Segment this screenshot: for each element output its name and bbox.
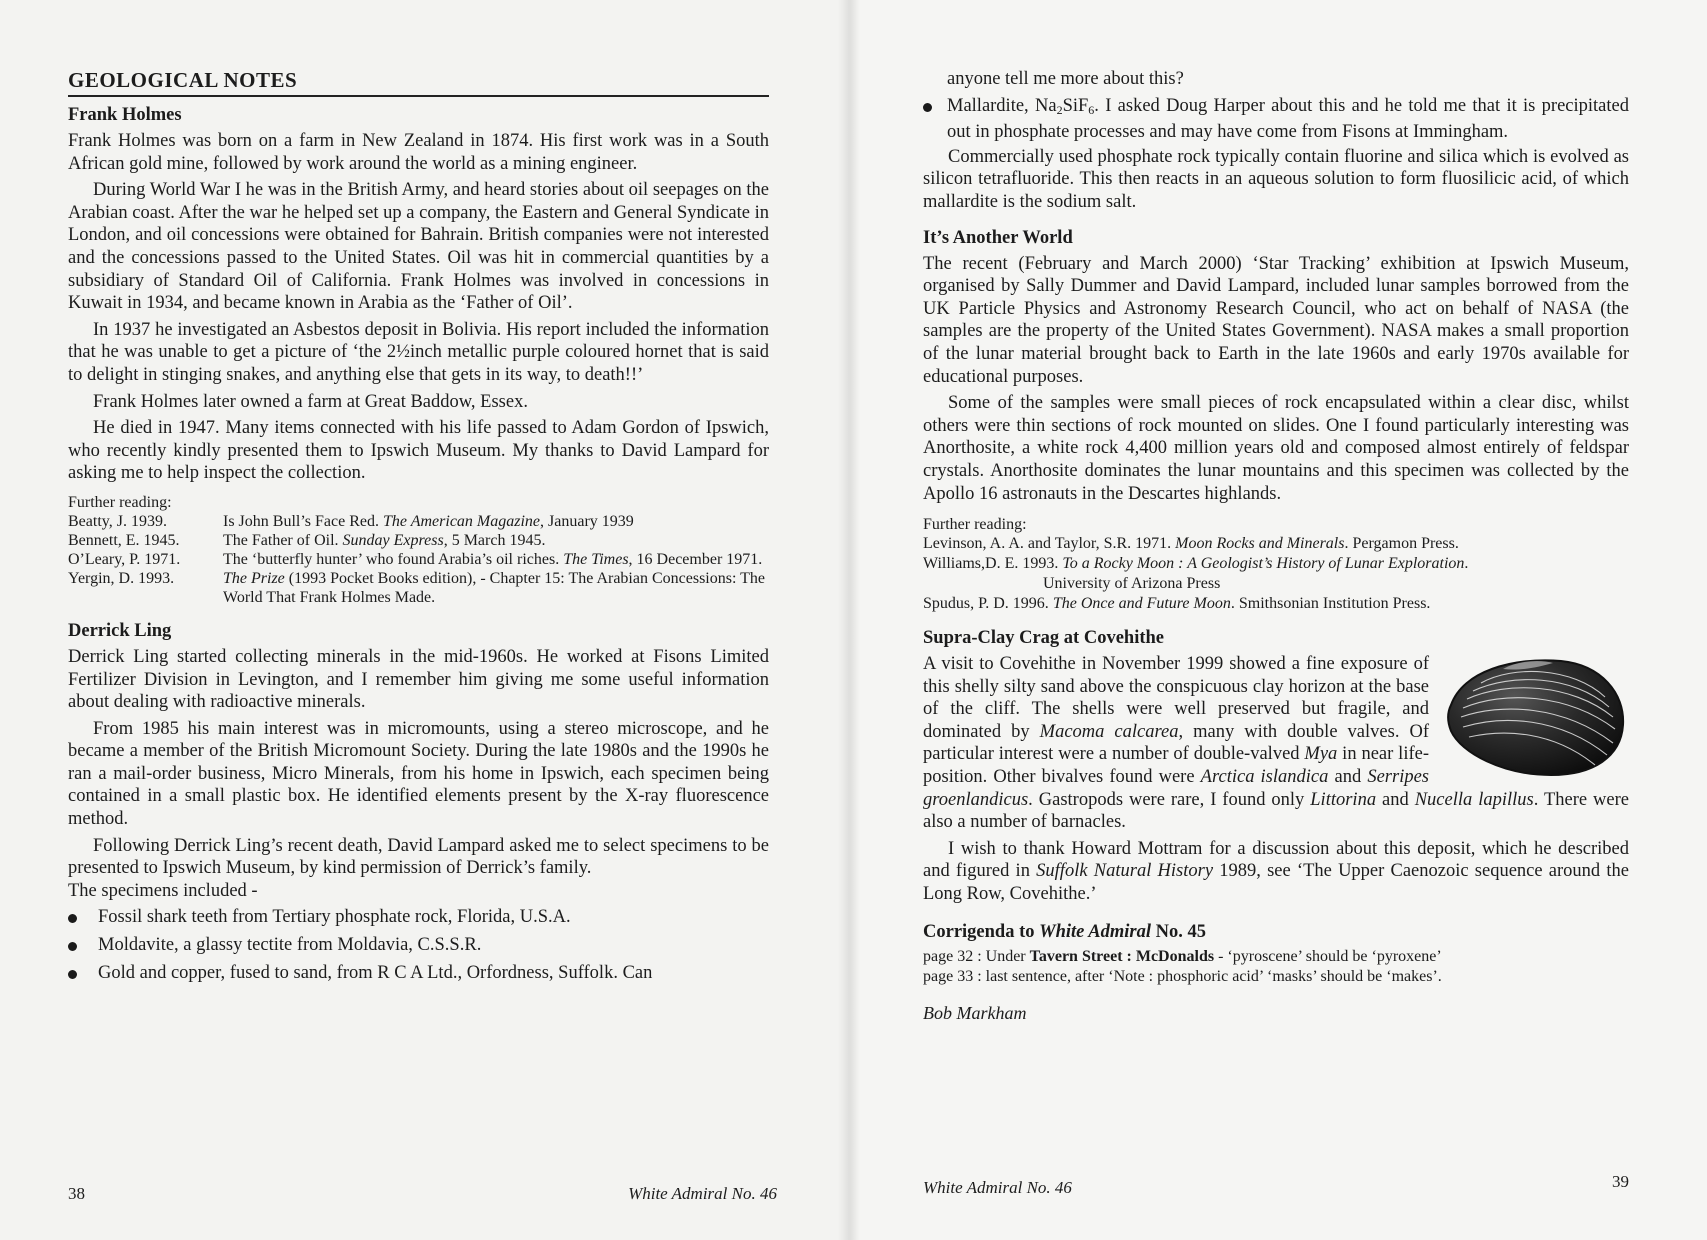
author-signature: Bob Markham	[923, 1002, 1027, 1023]
heading-supra-clay-crag: Supra-Clay Crag at Covehithe	[923, 628, 1165, 649]
ref-author: Bennett, E. 1945.	[68, 531, 180, 549]
bullet-icon	[923, 103, 932, 112]
paragraph: A visit to Covehithe in November 1999 showed a fine exposure of this shelly silty sand above the conspicuous clay horizon at the base of the cliff. The shells were well preserved but fragile, and dominated by Macoma calcarea, many with double valves. Of particular interest were a number of double-valved Mya in near life-position. Other bivalves found were Arctica islandica and Serripes groenlandicus. Gastropods were rare, I found only Littorina and Nucella lapillus. There were also a number of barnacles.	[923, 654, 1629, 833]
list-item: Gold and copper, fused to sand, from R C A Ltd., Orfordness, Suffolk. Can	[68, 962, 769, 985]
corrigenda-item: page 32 : Under Tavern Street : McDonalds - ‘pyroscene’ should be ‘pyroxene’	[923, 947, 1442, 965]
paragraph: Following Derrick Ling’s recent death, David Lampard asked me to select specimens to be presented to Ipswich Museum, by kind permission of Derrick’s family.	[68, 835, 769, 879]
heading-frank-holmes: Frank Holmes	[68, 105, 182, 125]
corrigenda-item: page 33 : last sentence, after ‘Note : phosphoric acid’ ‘masks’ should be ‘makes’.	[923, 967, 1442, 985]
bivalve-shell-icon	[1443, 653, 1629, 779]
right-page	[849, 0, 1707, 1240]
list-item: Mallardite, $Na_2SiF_6$. I asked Doug Harper about this and he told me that it is precipitated out in phosphate processes and may have come from Fisons at Immingham.	[923, 95, 1629, 144]
heading-derrick-ling: Derrick Ling	[68, 620, 172, 641]
heading-corrigenda: Corrigenda to White Admiral No. 45	[923, 921, 1207, 942]
ref-author: Yergin, D. 1993.	[68, 569, 175, 587]
journal-name: White Admiral No. 46	[628, 1184, 777, 1203]
ref-author: O’Leary, P. 1971.	[68, 550, 181, 568]
left-page	[0, 0, 849, 1240]
reference-item: Beatty, J. 1939. Is John Bull’s Face Red. The American Magazine, January 1939	[68, 512, 634, 530]
reference-continuation: University of Arizona Press	[1043, 575, 1221, 593]
paragraph: Frank Holmes was born on a farm in New Zealand in 1874. His first work was in a South African gold mine, followed by work around the world as a mining engineer.	[68, 131, 769, 174]
bullet-icon	[68, 914, 77, 923]
list-item: Moldavite, a glassy tectite from Moldavia, C.S.S.R.	[68, 934, 769, 957]
heading-another-world: It’s Another World	[923, 227, 1073, 248]
paragraph: I wish to thank Howard Mottram for a discussion about this deposit, which he described and figured in Suffolk Natural History 1989, see ‘The Upper Caenozoic sequence around the Long Row, Covehithe.’	[923, 838, 1629, 905]
bullet-icon	[68, 942, 77, 951]
bullet-icon	[68, 970, 77, 979]
reference-list	[68, 512, 769, 607]
further-reading-label: Further reading:	[923, 516, 1027, 534]
paragraph: In 1937 he investigated an Asbestos deposit in Bolivia. His report included the information that he was unable to get a picture of ‘the 2½inch metallic purple coloured hornet that is said to delight in stinging snakes, and anything else that gets in its way, to death!!’	[68, 319, 769, 385]
continuation-line: anyone tell me more about this?	[947, 69, 1184, 89]
paragraph: He died in 1947. Many items connected with his life passed to Adam Gordon of Ipswich, who recently kindly presented them to Ipswich Museum. My thanks to David Lampard for asking me to help inspect the collection.	[68, 418, 769, 484]
ref-author: Beatty, J. 1939.	[68, 512, 167, 530]
journal-name: White Admiral No. 46	[923, 1178, 1072, 1197]
specimens-intro: The specimens included -	[68, 880, 258, 901]
paragraph: Some of the samples were small pieces of rock encapsulated within a clear disc, whilst others were thin sections of rock mounted on slides. One I found particularly interesting was Anorthosite, a white rock 4,400 million years old and composed almost entirely of feldspar crystals. Anorthosite dominates the lunar mountains and this specimen was collected by the Apollo 16 astronauts in the Descartes highlands.	[923, 393, 1629, 504]
paragraph: Commercially used phosphate rock typically contain fluorine and silica which is evolved as silicon tetrafluoride. This then reacts in an aqueous solution to form fluosilicic acid, of which mallardite is the sodium salt.	[923, 146, 1629, 212]
list-item: Fossil shark teeth from Tertiary phosphate rock, Florida, U.S.A.	[68, 906, 769, 929]
mineral-list	[923, 95, 1629, 144]
paragraph: Frank Holmes later owned a farm at Great Baddow, Essex.	[93, 391, 528, 412]
section-title: GEOLOGICAL NOTES	[68, 68, 769, 97]
paragraph: Derrick Ling started collecting minerals in the mid-1960s. He worked at Fisons Limited Fertilizer Division in Levington, and I remember him giving me some useful information about dealing with radioactive minerals.	[68, 646, 769, 713]
page-number: 38	[68, 1184, 85, 1203]
reference-item: Yergin, D. 1993. The Prize (1993 Pocket Books edition), - Chapter 15: The Arabian Concessions: The World That Frank Holmes Made.	[68, 569, 766, 606]
reference-item: Williams,D. E. 1993. To a Rocky Moon : A Geologist’s History of Lunar Exploration.	[923, 555, 1469, 573]
reference-item: Spudus, P. D. 1996. The Once and Future Moon. Smithsonian Institution Press.	[923, 595, 1431, 613]
reference-item: Levinson, A. A. and Taylor, S.R. 1971. Moon Rocks and Minerals. Pergamon Press.	[923, 535, 1459, 553]
specimen-list	[68, 906, 769, 984]
book-gutter	[838, 0, 860, 1240]
paragraph: During World War I he was in the British Army, and heard stories about oil seepages on the Arabian coast. After the war he helped set up a company, the Eastern and General Syndicate in London, and oil concessions were obtained for Bahrain. British companies were not interested and the concessions passed to the United States. Oil was hit in commercial quantities by a subsidiary of Standard Oil of California. Frank Holmes was involved in concessions in Kuwait in 1934, and became known in Arabia as the ‘Father of Oil’.	[68, 180, 769, 314]
paragraph: The recent (February and March 2000) ‘Star Tracking’ exhibition at Ipswich Museum, organised by Sally Dummer and David Lampard, included lunar samples borrowed from the UK Particle Physics and Astronomy Research Council, who act on behalf of NASA (the samples are the property of the United States Government). NASA makes a small proportion of the lunar material brought back to Earth in the late 1960s and early 1970s available for educational purposes.	[923, 253, 1629, 387]
shell-illustration	[1443, 653, 1629, 779]
reference-item: O’Leary, P. 1971. The ‘butterfly hunter’ who found Arabia’s oil riches. The Times, 16 December 1971.	[68, 550, 763, 568]
paragraph: From 1985 his main interest was in micromounts, using a stereo microscope, and he became a member of the British Micromount Society. During the late 1980s and the 1990s he ran a mail-order business, Micro Minerals, from his home in Ipswich, each specimen being contained in a small plastic box. He identified elements present by the X-ray fluorescence method.	[68, 718, 769, 830]
reference-item: Bennett, E. 1945. The Father of Oil. Sunday Express, 5 March 1945.	[68, 531, 546, 549]
further-reading-label: Further reading:	[68, 493, 172, 511]
page-number: 39	[1612, 1172, 1629, 1191]
